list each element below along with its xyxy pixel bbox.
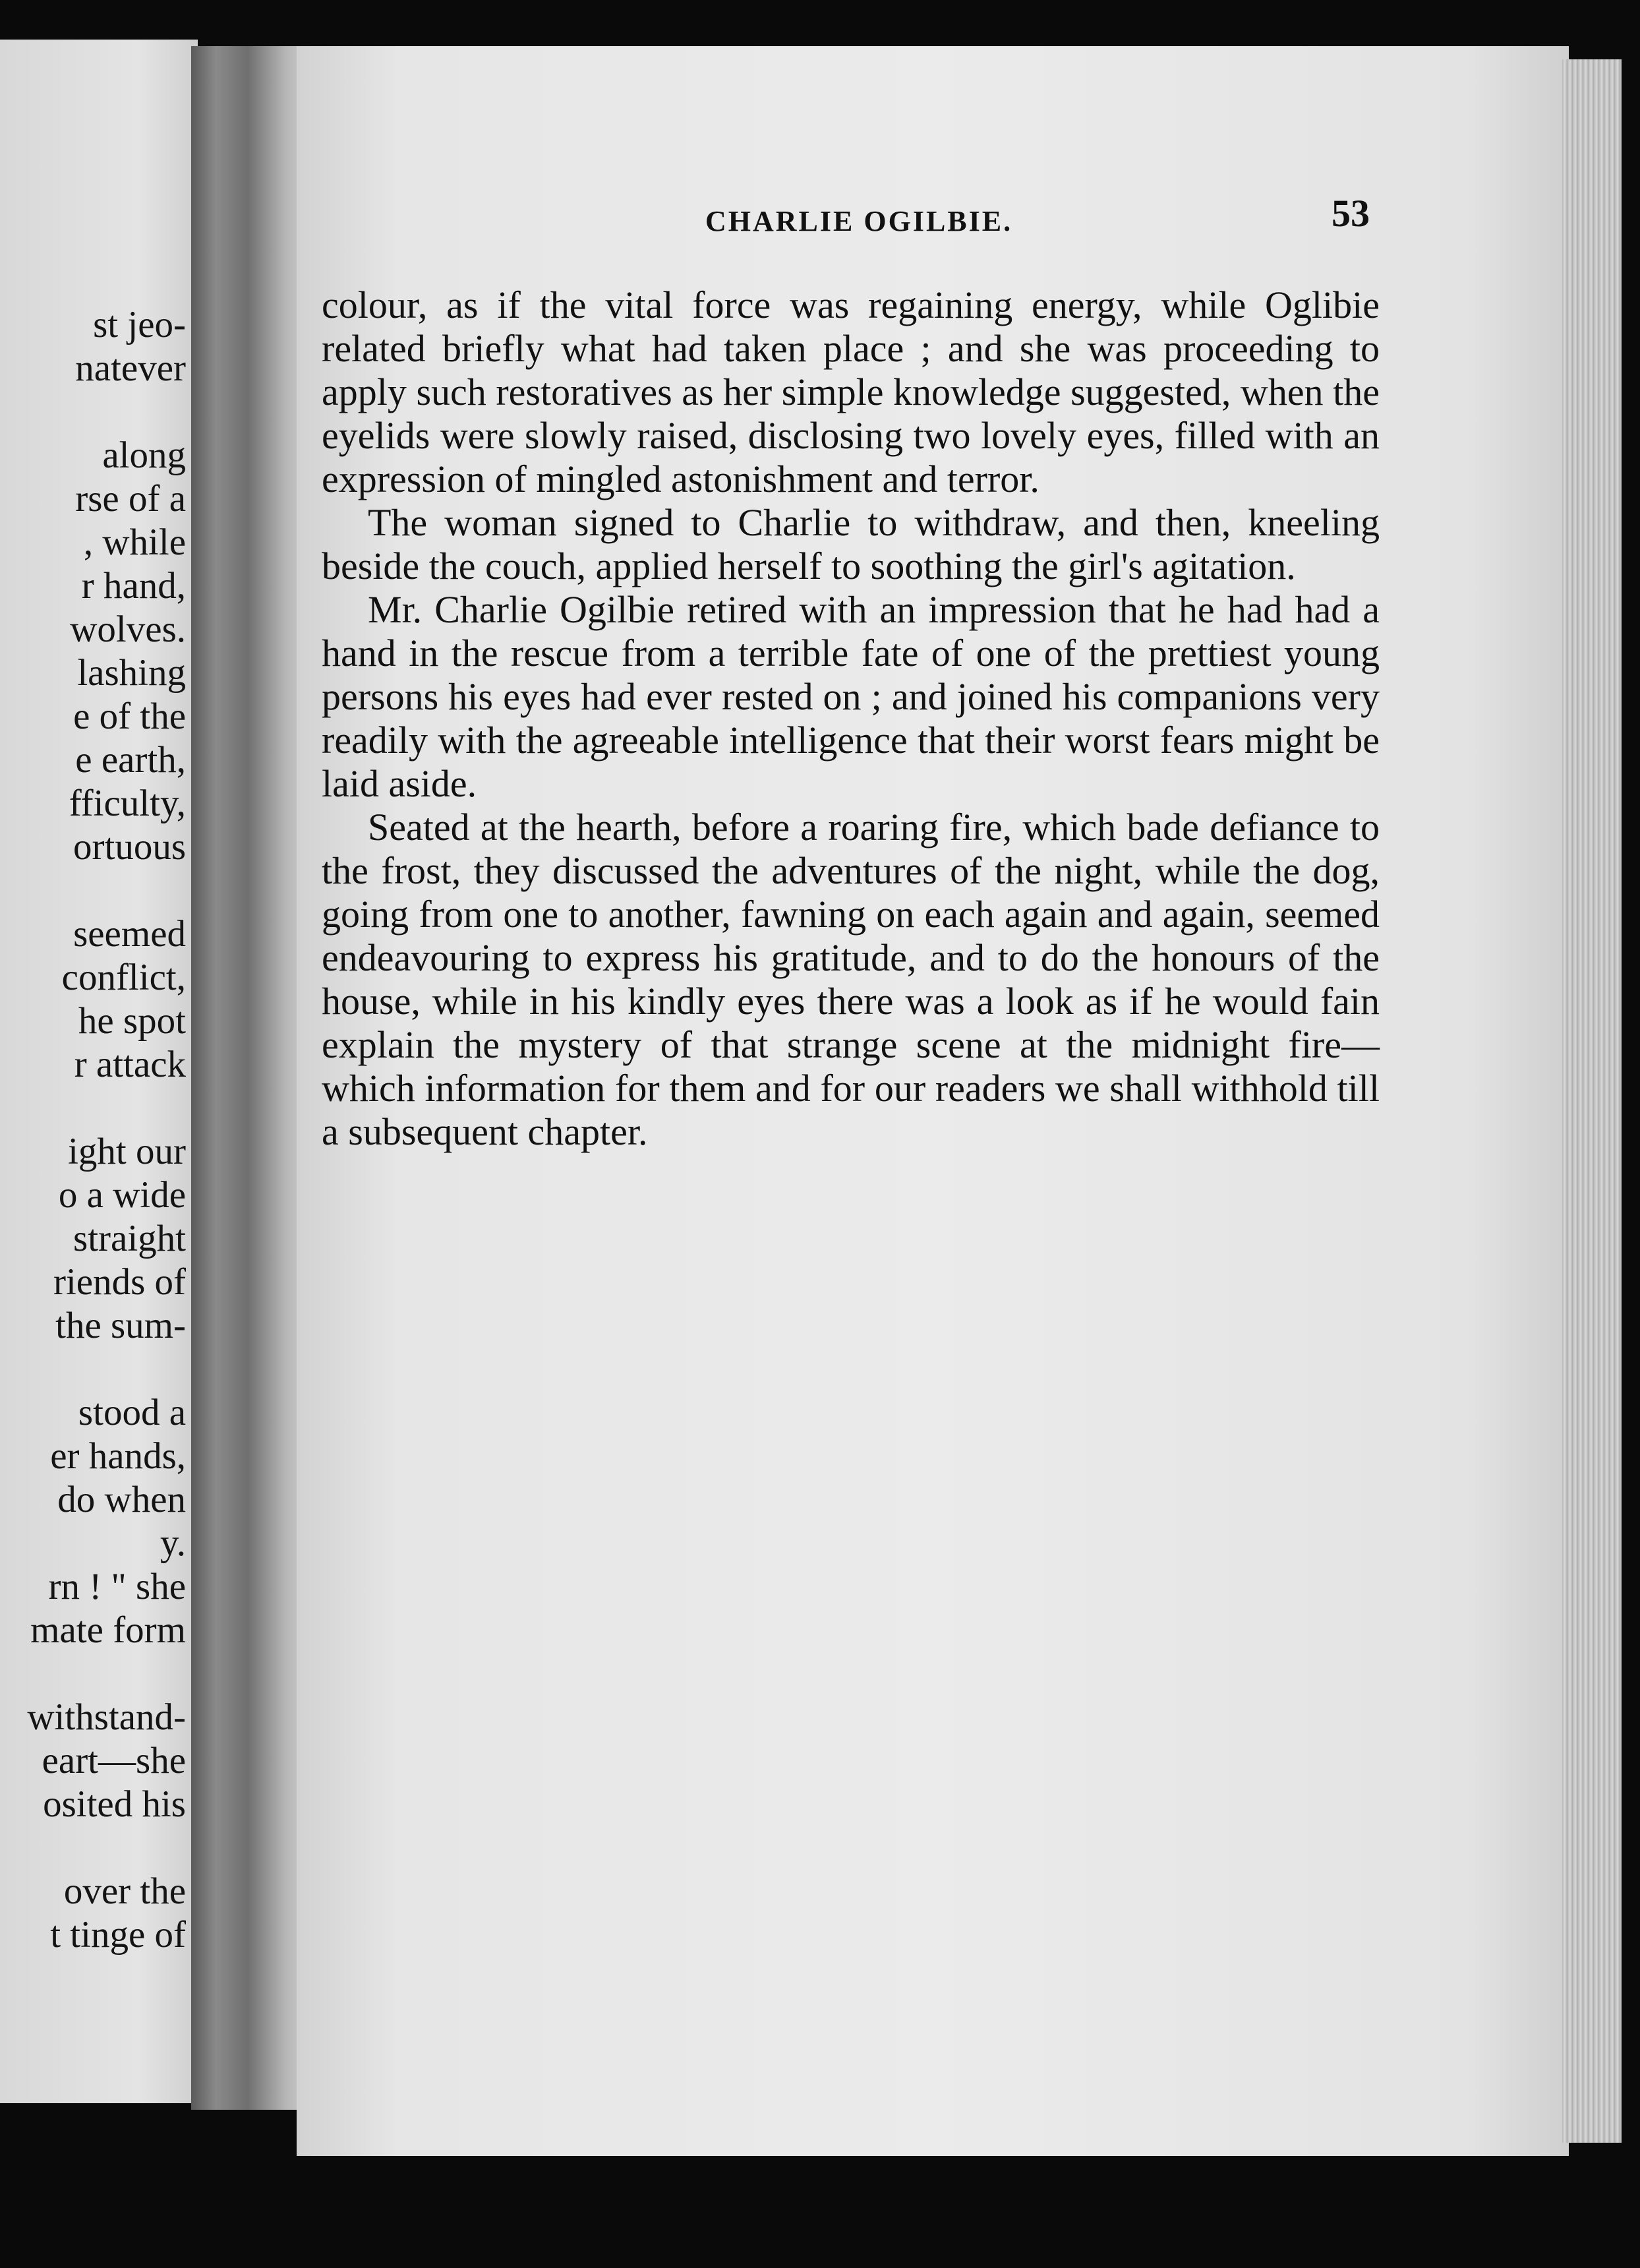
left-page-line: osited his bbox=[43, 1783, 186, 1825]
left-page-line: st jeo- bbox=[93, 304, 186, 345]
left-page-line: seemed bbox=[73, 913, 186, 955]
left-page-line: eart—she bbox=[42, 1740, 186, 1781]
left-page-line: over the bbox=[63, 1870, 186, 1912]
left-page-line: r attack bbox=[74, 1044, 186, 1085]
left-page-gap bbox=[0, 1826, 186, 1870]
paragraph: Seated at the hearth, before a roaring fire, which bade defiance to the frost, they discussed the adventures of the night, while the dog, going from one to another, fawning on each again and again, seemed endeavouring to express his gratitude, and to do the honours of the house, while in his kindly eyes there was a look as if he would fain explain the mystery of that strange scene at the midnight fire—which information for them and for our readers we shall withhold till a subsequent chapter. bbox=[322, 806, 1380, 1153]
left-page-line: fficulty, bbox=[69, 783, 186, 824]
left-page-line: t tinge of bbox=[50, 1914, 186, 1955]
paragraph: colour, as if the vital force was regaining energy, while Oglibie related briefly what had taken place ; and she was proceeding to apply such restoratives as her simple knowledge suggested, when the eyelids were slowly raised, disclosing two lovely eyes, filled with an expression of mingled astonishment and terror. bbox=[322, 284, 1380, 500]
left-page-line: do when bbox=[57, 1479, 186, 1520]
left-page-line: r hand, bbox=[81, 565, 186, 607]
left-page-line: along bbox=[102, 434, 186, 476]
left-page-line: y. bbox=[160, 1522, 186, 1564]
paragraph: Mr. Charlie Ogilbie retired with an impression that he had had a hand in the rescue from a terrible fate of one of the prettiest young persons his eyes had ever rested on ; and joined his companions very readily with the agreeable intelligence that their worst fears might be laid aside. bbox=[322, 588, 1380, 805]
left-page-line: stood a bbox=[78, 1392, 186, 1433]
left-page-line: lashing bbox=[77, 652, 186, 694]
left-page-gap bbox=[0, 1652, 186, 1696]
left-page-line: mate form bbox=[30, 1609, 186, 1651]
left-page-line: rn ! " she bbox=[48, 1566, 186, 1607]
left-page-line: , while bbox=[83, 522, 186, 563]
left-page-text bbox=[0, 303, 186, 1957]
left-page-gap bbox=[0, 869, 186, 912]
left-page-line: natever bbox=[75, 347, 186, 389]
page-edges bbox=[1562, 59, 1622, 2143]
left-page-line: the sum- bbox=[55, 1305, 186, 1346]
left-page-line: rse of a bbox=[75, 478, 186, 520]
left-page-line: withstand- bbox=[27, 1696, 186, 1738]
left-page-line: ortuous bbox=[73, 826, 186, 868]
page-body bbox=[322, 284, 1380, 1154]
paragraph: The woman signed to Charlie to withdraw, and then, kneeling beside the couch, applied herself to soothing the girl's agitation. bbox=[322, 501, 1380, 587]
left-page-line: ight our bbox=[68, 1131, 186, 1172]
left-page-line: e earth, bbox=[75, 739, 186, 781]
left-page-line: conflict, bbox=[61, 957, 186, 998]
left-page-line: o a wide bbox=[58, 1174, 186, 1216]
left-page-line: straight bbox=[73, 1218, 186, 1259]
running-title: CHARLIE OGILBIE. bbox=[705, 205, 1013, 237]
left-page-line: riends of bbox=[53, 1261, 186, 1303]
left-page-fragment bbox=[0, 40, 198, 2103]
left-page-gap bbox=[0, 1348, 186, 1391]
left-page-line: he spot bbox=[78, 1000, 186, 1042]
left-page-line: e of the bbox=[73, 696, 186, 737]
left-page-line: er hands, bbox=[50, 1435, 186, 1477]
left-page-line: wolves. bbox=[70, 609, 186, 650]
left-page-gap bbox=[0, 1087, 186, 1130]
left-page-gap bbox=[0, 390, 186, 434]
page-number: 53 bbox=[1332, 192, 1370, 235]
